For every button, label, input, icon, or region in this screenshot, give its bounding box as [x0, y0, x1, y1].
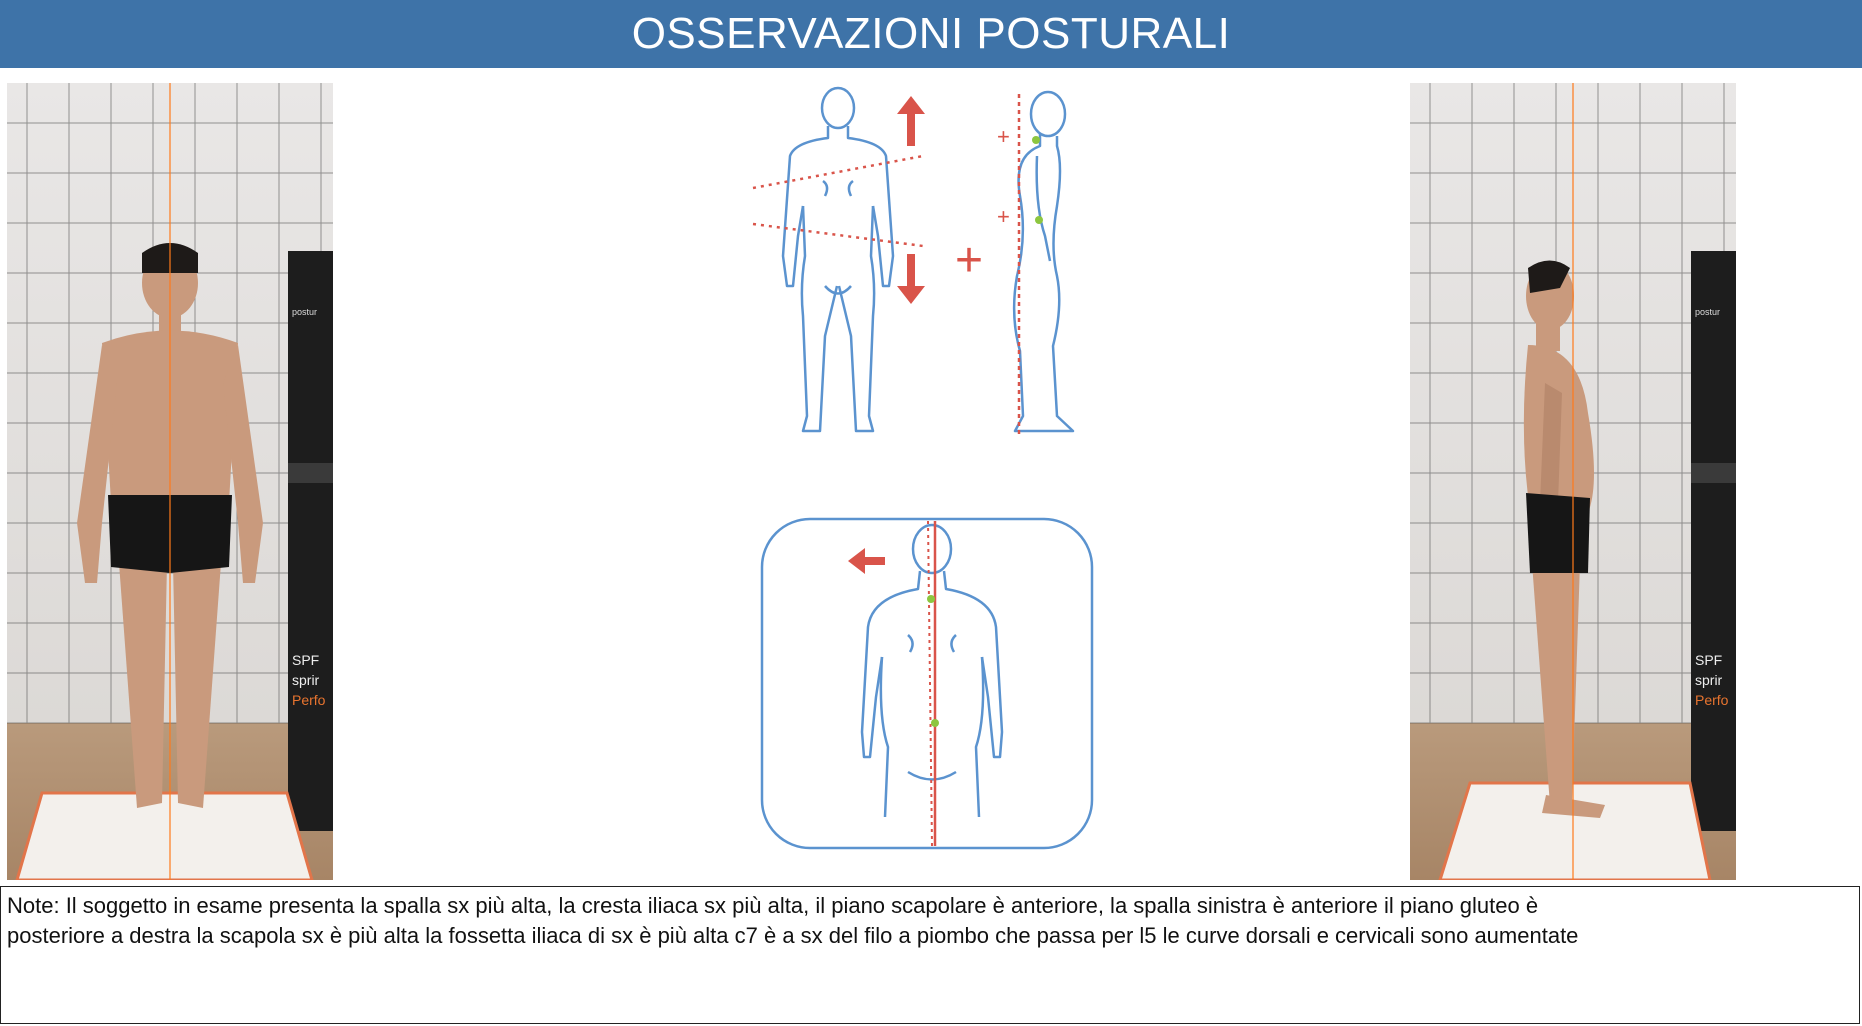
- wall-label-line-1: SPF: [292, 652, 320, 668]
- wall-brand-text: postur: [292, 307, 318, 317]
- lateral-view-photo: [1410, 83, 1736, 880]
- posterior-view-photo: [7, 83, 333, 880]
- notes-line-2: posteriore a destra la scapola sx è più alta la fossetta iliaca di sx è più alta c7 è a sx del filo a piombo che passa per l5 le curve dorsali e cervicali sono aumentate: [7, 923, 1579, 948]
- plus-marker-3: +: [955, 234, 984, 287]
- wall-label-line-3: Perfo: [292, 692, 326, 708]
- wall-brand-text: postur: [1695, 307, 1721, 317]
- page-header: [0, 0, 1862, 68]
- wall-label-line-2: sprir: [1695, 672, 1723, 688]
- posture-diagram-bottom: [760, 517, 1094, 850]
- notes-box: [0, 886, 1860, 1024]
- notes-line-1: Note: Il soggetto in esame presenta la spalla sx più alta, la cresta iliaca sx più alta, il piano scapolare è anteriore, la spalla sinistra è anteriore il piano gluteo è: [7, 893, 1539, 918]
- posture-diagram-top: [745, 86, 1090, 438]
- page-title: OSSERVAZIONI POSTURALI: [631, 9, 1231, 58]
- plus-marker-1: +: [997, 124, 1010, 149]
- plus-marker-2: +: [997, 204, 1010, 229]
- wall-label-line-1: SPF: [1695, 652, 1723, 668]
- wall-label-line-2: sprir: [292, 672, 320, 688]
- wall-label-line-3: Perfo: [1695, 692, 1729, 708]
